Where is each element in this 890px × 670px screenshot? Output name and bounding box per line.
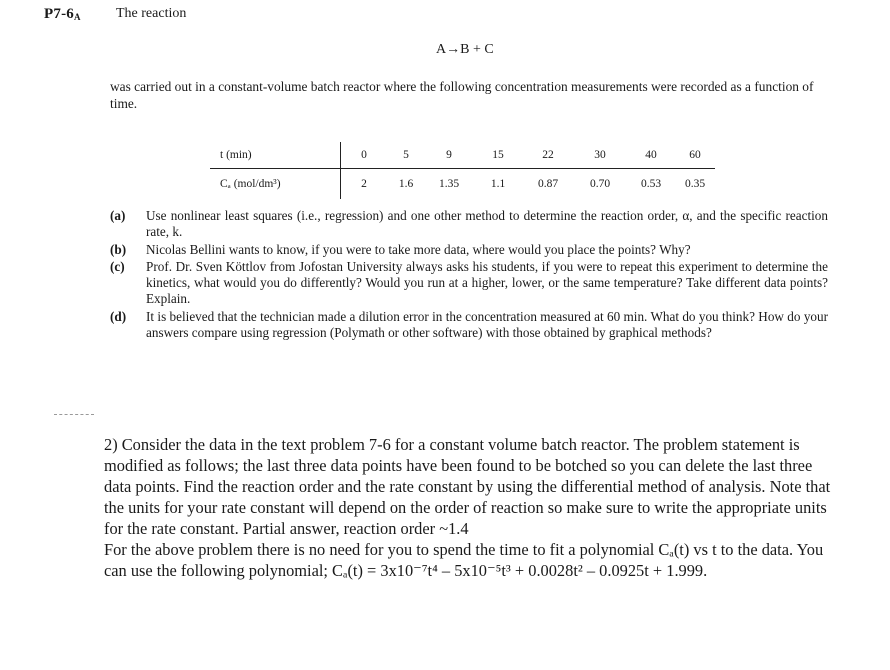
problem-number: P7-6 bbox=[44, 6, 74, 22]
problem-part bbox=[110, 208, 828, 241]
part-label: (a) bbox=[110, 208, 126, 223]
part-label: (b) bbox=[110, 241, 127, 257]
problem-part bbox=[110, 259, 828, 308]
concentration-value: 0.35 bbox=[675, 169, 715, 200]
part-text: Prof. Dr. Sven Köttlov from Jofostan University always asks his students, if you were to repeat this experiment to determine the kinetics, what would you do differently? Would you run at a higher, lower, or the same temperature? Take different data points? Explain. bbox=[146, 258, 828, 307]
part-text: Use nonlinear least squares (i.e., regression) and one other method to determine the reaction order, α, and the specific reaction rate, k. bbox=[146, 208, 828, 240]
part-label: (d) bbox=[110, 308, 127, 324]
question-2-paragraph-1: 2) Consider the data in the text problem 7-6 for a constant volume batch reactor. The problem statement is modified as follows; the last three data points have been found to be botched so you can delete the last three data points. Find the reaction order and the rate constant by using the differential method of analysis. Note that the units for your rate constant will depend on the order of reaction so make sure to write the appropriate units for the rate constant. Partial answer, reaction order ~1.4 bbox=[104, 435, 831, 538]
concentration-value: 1.35 bbox=[425, 169, 473, 200]
divider bbox=[54, 414, 94, 415]
problem-part bbox=[110, 309, 828, 342]
reaction-equation: A→B + C bbox=[436, 42, 494, 57]
concentration-value: 0.87 bbox=[523, 169, 573, 200]
concentration-value: 0.70 bbox=[573, 169, 627, 200]
part-label: (c) bbox=[110, 258, 125, 274]
time-value: 30 bbox=[594, 149, 606, 161]
question-2 bbox=[104, 434, 834, 581]
concentration-value: 0.53 bbox=[627, 169, 675, 200]
problem-id bbox=[44, 6, 81, 23]
concentration-table bbox=[210, 142, 715, 199]
time-value: 9 bbox=[446, 149, 452, 161]
problem-parts bbox=[110, 208, 828, 342]
problem-part bbox=[110, 242, 828, 258]
time-value: 40 bbox=[645, 149, 657, 161]
problem-difficulty: A bbox=[73, 12, 81, 22]
concentration-value: 1.6 bbox=[387, 169, 425, 200]
problem-intro: The reaction bbox=[116, 6, 187, 21]
time-value: 60 bbox=[689, 149, 701, 161]
question-2-paragraph-2: For the above problem there is no need for you to spend the time to fit a polynomial Cₐ(t) vs t to the data. You can use the following polynomial; Cₐ(t) = 3x10⁻⁷t⁴ – 5x10⁻⁵t³ + 0.0028t² – 0.0925t + 1.999. bbox=[104, 540, 824, 580]
concentration-value: 2 bbox=[341, 169, 388, 200]
part-text: It is believed that the technician made a dilution error in the concentration measured at 60 min. What do you think? How do your answers compare using regression (Polymath or other software) with those obtained by graphical methods? bbox=[146, 308, 828, 341]
time-value: 22 bbox=[542, 149, 554, 161]
concentration-value: 1.1 bbox=[473, 169, 523, 200]
part-text: Nicolas Bellini wants to know, if you were to take more data, where would you place the points? Why? bbox=[146, 241, 691, 257]
time-value: 0 bbox=[361, 149, 367, 161]
time-value: 15 bbox=[492, 149, 504, 161]
time-value: 5 bbox=[403, 149, 409, 161]
concentration-header: Cₐ (mol/dm³) bbox=[210, 169, 340, 200]
time-header: t (min) bbox=[220, 149, 252, 161]
problem-description: was carried out in a constant-volume batch reactor where the following concentration measurements were recorded as a function of time. bbox=[110, 79, 814, 111]
